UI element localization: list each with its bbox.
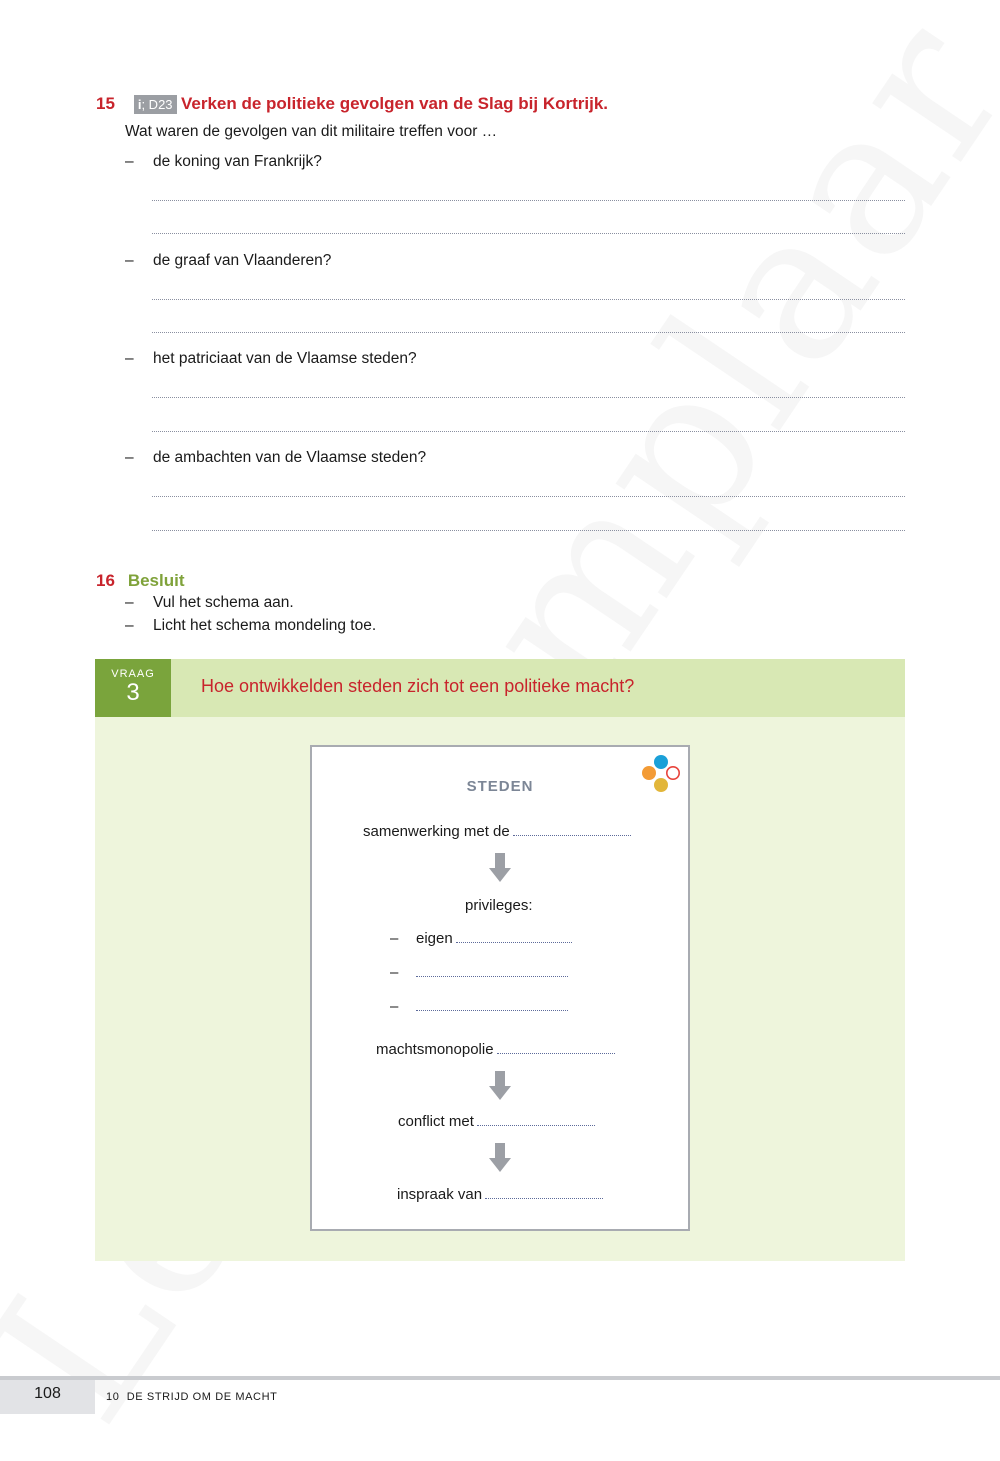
fill-in-blank[interactable] bbox=[497, 1041, 615, 1054]
vraag-number: 3 bbox=[126, 679, 140, 706]
list-item: – de ambachten van de Vlaamse steden? bbox=[125, 449, 427, 466]
schema-subitem: – bbox=[390, 964, 568, 981]
question-number: 15 bbox=[96, 94, 115, 113]
list-item: – Licht het schema mondeling toe. bbox=[125, 617, 377, 634]
fill-in-blank[interactable] bbox=[477, 1113, 595, 1126]
footer-bar bbox=[0, 1376, 1000, 1380]
question-title: Verken de politieke gevolgen van de Slag bij Kortrijk. bbox=[180, 94, 609, 113]
answer-line[interactable] bbox=[152, 496, 905, 497]
schema-row-samenwerking: samenwerking met de bbox=[363, 823, 631, 840]
chapter-title: 10 DE STRIJD OM DE MACHT bbox=[106, 1391, 278, 1403]
vraag-badge bbox=[95, 659, 171, 717]
list-item: – de graaf van Vlaanderen? bbox=[125, 252, 332, 269]
fill-in-blank[interactable] bbox=[456, 930, 572, 943]
question-title: Besluit bbox=[127, 571, 185, 590]
fill-in-blank[interactable] bbox=[416, 998, 568, 1011]
fill-in-blank[interactable] bbox=[416, 964, 568, 977]
schema-row-privileges: privileges: bbox=[465, 897, 533, 914]
schema-row-machtsmonopolie: machtsmonopolie bbox=[376, 1041, 615, 1058]
schema-title: STEDEN bbox=[466, 778, 534, 795]
schema-subitem: – bbox=[390, 998, 568, 1015]
answer-line[interactable] bbox=[152, 299, 905, 300]
question-number: 16 bbox=[96, 571, 115, 590]
question-16-header bbox=[96, 571, 185, 591]
list-item: – de koning van Frankrijk? bbox=[125, 153, 322, 170]
page-number: 108 bbox=[34, 1385, 61, 1402]
tag-code: ; D23 bbox=[141, 97, 173, 113]
logo-dot bbox=[654, 755, 668, 769]
arrow-down-icon bbox=[489, 1071, 511, 1101]
vraag-question: Hoe ontwikkelden steden zich tot een politieke macht? bbox=[201, 676, 635, 696]
info-tag bbox=[134, 95, 177, 114]
list-item: – het patriciaat van de Vlaamse steden? bbox=[125, 350, 417, 367]
answer-line[interactable] bbox=[152, 200, 905, 201]
question-intro: Wat waren de gevolgen van dit militaire treffen voor … bbox=[125, 123, 498, 140]
arrow-down-icon bbox=[489, 1143, 511, 1173]
vraag-label: VRAAG bbox=[111, 668, 155, 680]
answer-line[interactable] bbox=[152, 530, 905, 531]
schema-subitem: – eigen bbox=[390, 930, 572, 947]
fill-in-blank[interactable] bbox=[513, 823, 631, 836]
answer-line[interactable] bbox=[152, 233, 905, 234]
arrow-down-icon bbox=[489, 853, 511, 883]
question-15-header bbox=[96, 94, 608, 114]
answer-line[interactable] bbox=[152, 332, 905, 333]
answer-line[interactable] bbox=[152, 397, 905, 398]
fill-in-blank[interactable] bbox=[485, 1186, 603, 1199]
answer-line[interactable] bbox=[152, 431, 905, 432]
list-item: – Vul het schema aan. bbox=[125, 594, 294, 611]
schema-row-conflict: conflict met bbox=[398, 1113, 595, 1130]
schema-row-inspraak: inspraak van bbox=[397, 1186, 603, 1203]
info-icon: i bbox=[137, 97, 142, 113]
